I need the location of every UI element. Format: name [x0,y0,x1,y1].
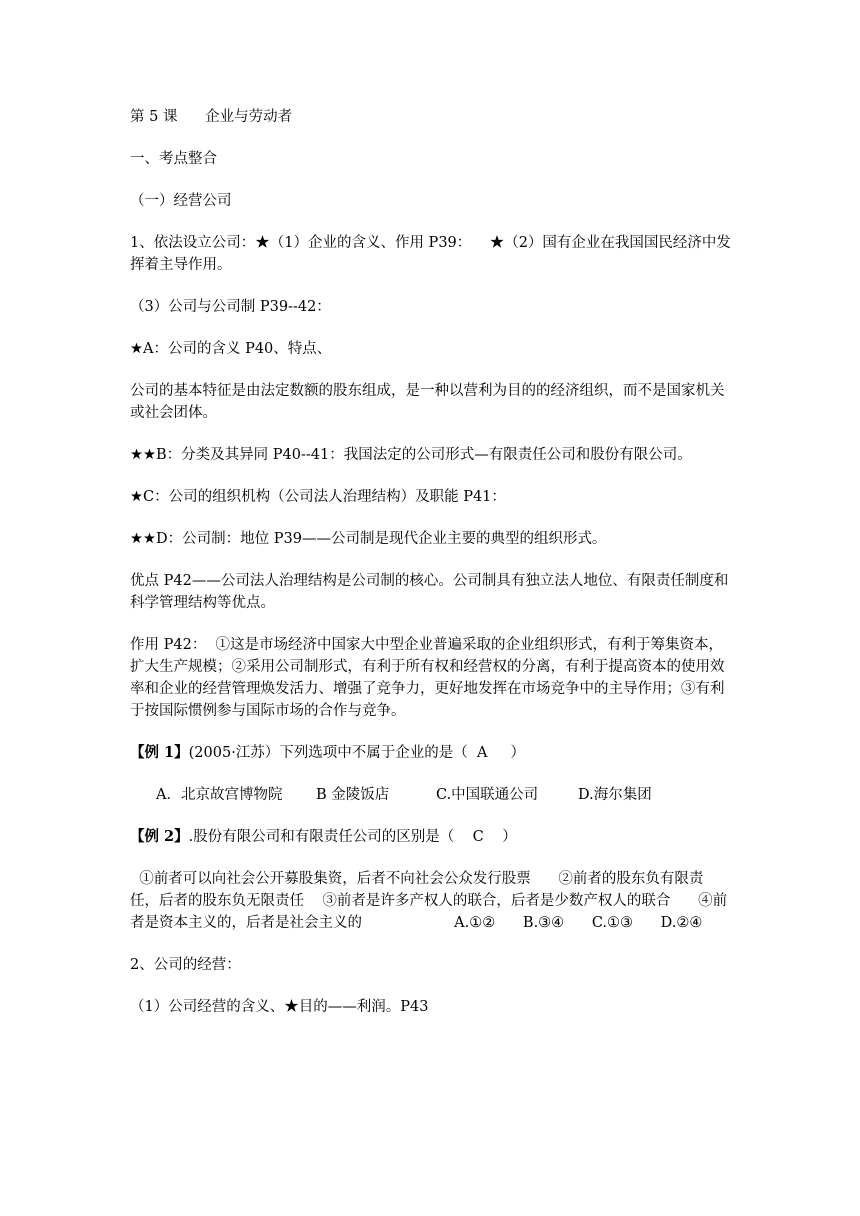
point-3: （3）公司与公司制 P39--42： [130,299,331,315]
point-1: 1、依法设立公司：★（1）企业的含义、作用 P39： ★（2）国有企业在我国国民经济中发挥着主导作用。 [130,235,731,273]
example-1-option-c: C.中国联通公司 [436,787,539,803]
point-b: ★★B：分类及其异同 P40--41：我国法定的公司形式—有限责任公司和股份有限公司。 [130,447,692,463]
role-paragraph: 作用 P42： ①这是市场经济中国家大中型企业普遍采取的企业组织形式，有利于筹集资本，扩大生产规模；②采用公司制形式，有利于所有权和经营权的分离，有利于提高资本的使用效率和企业的经营管理焕发活力、增强了竞争力，更好地发挥在市场竞争中的主导作用；③有利于按国际惯例参与国际市场的合作与竞争。 [130,637,725,719]
point-c: ★C：公司的组织机构（公司法人治理结构）及职能 P41： [130,489,506,505]
example-1-option-d: D.海尔集团 [578,787,652,803]
example-1-text: (2005·江苏）下列选项中不属于企业的是（ A ） [188,745,526,761]
example-1-options [130,784,732,806]
example-2-question [130,826,732,848]
point-d: ★★D：公司制：地位 P39——公司制是现代企业主要的典型的组织形式。 [130,531,607,547]
example-1-label: 【例 1】 [130,744,189,761]
example-2-label: 【例 2】 [130,828,189,845]
point-a-text: 公司的基本特征是由法定数额的股东组成，是一种以营利为目的的经济组织，而不是国家机关或社会团体。 [130,383,725,421]
section-heading: 一、考点整合 [130,151,217,167]
point-2-1: （1）公司经营的含义、★目的——利润。P43 [130,999,429,1015]
advantages-paragraph: 优点 P42——公司法人治理结构是公司制的核心。公司制具有独立法人地位、有限责任制度和科学管理结构等优点。 [130,573,729,611]
example-1-option-b: B 金陵饭店 [316,787,390,803]
point-a: ★A：公司的含义 P40、特点、 [130,341,332,357]
subsection-heading: （一）经营公司 [130,193,232,209]
example-2-text: .股份有限公司和有限责任公司的区别是（ C ） [188,829,517,845]
document-body [130,106,732,1038]
example-1-option-a: A．北京故宫博物院 [156,787,283,803]
example-1-question [130,742,732,764]
example-2-body: ①前者可以向社会公开募股集资，后者不向社会公众发行股票 ②前者的股东负有限责任，后者的股东负无限责任 ③前者是许多产权人的联合，后者是少数产权人的联合 ④前者是资本主义的，后者是社会主义的 A.①② B.③④ C.①③ D.②④ [130,871,728,931]
lesson-title: 第 5 课 企业与劳动者 [130,109,293,125]
point-2: 2、公司的经营： [130,957,241,973]
